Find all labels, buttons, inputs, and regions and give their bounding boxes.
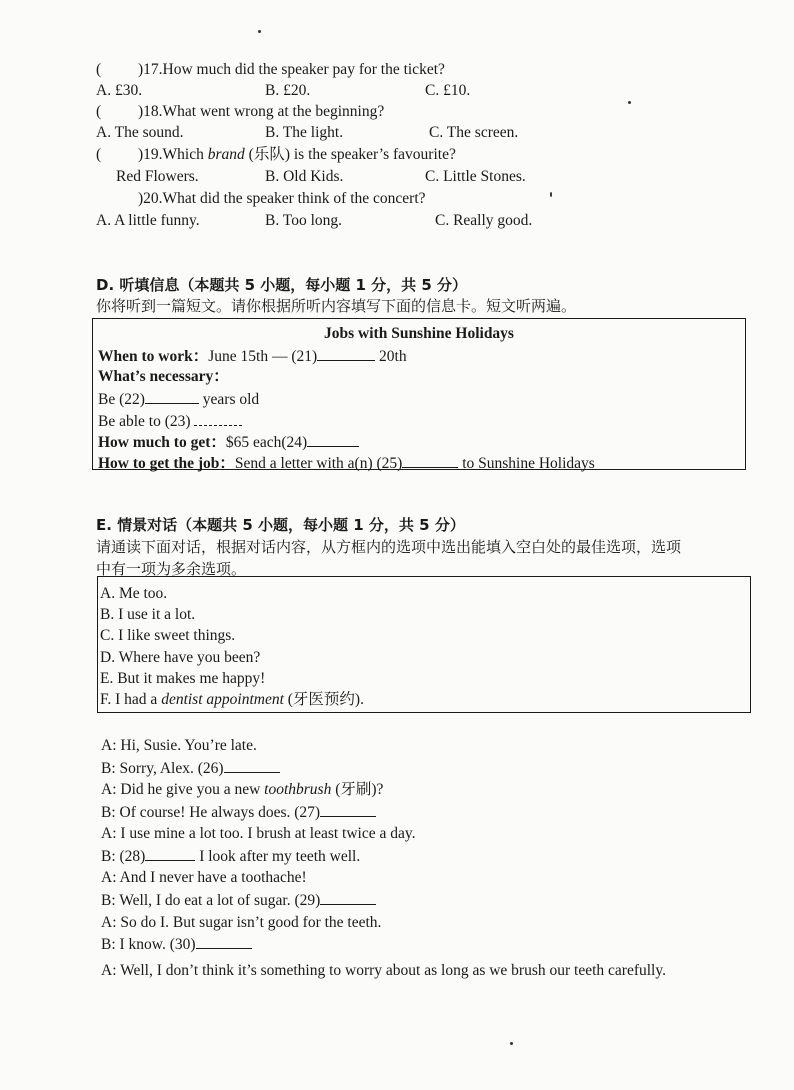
option-c: C. Really good. <box>435 212 533 229</box>
option-c: C. £10. <box>425 82 471 99</box>
how-get-end: to Sunshine Holidays <box>462 455 595 472</box>
scan-dot <box>550 192 552 197</box>
option-item-f <box>100 690 364 710</box>
option-item: B. I use it a lot. <box>100 606 196 623</box>
dialogue-line: A: So do I. But sugar isn’t good for the teeth. <box>101 914 382 931</box>
dialogue-text: B: Sorry, Alex. (26) <box>101 760 224 777</box>
question-stem: )18.What went wrong at the beginning? <box>138 103 385 120</box>
option-a: A. £30. <box>96 82 143 99</box>
option-a: A. The sound. <box>96 124 184 141</box>
blank-28[interactable] <box>145 846 195 861</box>
option-item: C. I like sweet things. <box>100 627 236 644</box>
how-get-row <box>98 453 595 474</box>
option-a: A. A little funny. <box>96 212 200 229</box>
info-card-title: Jobs with Sunshine Holidays <box>324 325 514 342</box>
question-stem-rest: (乐队) is the speaker’s favourite? <box>244 146 456 163</box>
question-stem-em: brand <box>207 146 245 163</box>
when-text: June 15th — (21) <box>208 348 318 365</box>
option-b: B. £20. <box>265 82 311 99</box>
answer-paren[interactable]: ( <box>96 146 102 163</box>
years-old: years old <box>202 391 260 408</box>
question-stem: )19.Which <box>138 146 208 163</box>
how-much-text: $65 each(24) <box>225 434 308 451</box>
dialogue-line <box>101 780 383 800</box>
dialogue-em: toothbrush <box>264 781 332 798</box>
question-17 <box>96 60 445 80</box>
scan-dot <box>510 1042 513 1045</box>
blank-23[interactable] <box>194 411 242 426</box>
dialogue-line: A: Hi, Susie. You’re late. <box>101 737 257 754</box>
how-much-row <box>98 432 359 453</box>
question-18 <box>96 102 384 122</box>
section-d-instruction: 你将听到一篇短文。请你根据所听内容填写下面的信息卡。短文听两遍。 <box>96 297 577 315</box>
question-stem: )17.How much did the speaker pay for the ticket? <box>138 61 445 78</box>
scan-dot <box>628 101 631 104</box>
when-row <box>98 346 407 367</box>
necessary-label: What’s necessary： <box>98 368 229 385</box>
dialogue-line: A: Well, I don’t think it’s something to worry about as long as we brush our teeth carefully. <box>101 962 666 979</box>
when-end: 20th <box>379 348 407 365</box>
question-20 <box>96 189 426 209</box>
blank-27[interactable] <box>320 802 376 817</box>
dialogue-line <box>101 802 376 823</box>
able-row <box>98 411 242 432</box>
dialogue-text: B: (28) <box>101 848 146 865</box>
able-text: Be able to (23) <box>98 413 191 430</box>
blank-29[interactable] <box>320 890 376 905</box>
option-b: B. Too long. <box>265 212 343 229</box>
when-label: When to work： <box>98 348 209 365</box>
dialogue-rest: I look after my teeth well. <box>195 848 361 865</box>
dialogue-text: A: Did he give you a new <box>101 781 265 798</box>
option-c: C. The screen. <box>429 124 519 141</box>
dialogue-line <box>101 890 376 911</box>
blank-24[interactable] <box>307 432 359 447</box>
section-e-instruction-2: 中有一项为多余选项。 <box>96 560 247 578</box>
section-e-heading: E. 情景对话（本题共 5 小题，每小题 1 分，共 5 分） <box>96 516 465 534</box>
scan-dot <box>258 30 261 33</box>
question-19 <box>96 145 456 165</box>
how-get-text: Send a letter with a(n) (25) <box>234 455 403 472</box>
option-item: E. But it makes me happy! <box>100 670 266 687</box>
option-item: D. Where have you been? <box>100 649 261 666</box>
section-e-instruction-1: 请通读下面对话，根据对话内容，从方框内的选项中选出能填入空白处的最佳选项，选项 <box>96 538 682 556</box>
answer-paren[interactable]: ( <box>96 103 102 120</box>
option-c: C. Little Stones. <box>425 168 526 185</box>
be-row <box>98 389 259 410</box>
answer-paren[interactable]: ( <box>96 61 102 78</box>
dialogue-rest: (牙刷)? <box>331 781 384 798</box>
question-stem: )20.What did the speaker think of the concert? <box>138 190 426 207</box>
dialogue-line <box>101 934 252 955</box>
blank-21[interactable] <box>317 346 375 361</box>
option-b: B. The light. <box>265 124 344 141</box>
dialogue-line: A: I use mine a lot too. I brush at least twice a day. <box>101 825 416 842</box>
be-text: Be (22) <box>98 391 145 408</box>
option-item: A. Me too. <box>100 585 168 602</box>
blank-22[interactable] <box>145 389 199 404</box>
how-much-label: How much to get： <box>98 434 226 451</box>
dialogue-line <box>101 758 280 779</box>
section-d-heading: D. 听填信息（本题共 5 小题，每小题 1 分，共 5 分） <box>96 276 468 294</box>
dialogue-text: B: I know. (30) <box>101 936 196 953</box>
dialogue-line <box>101 846 360 867</box>
option-f-post: (牙医预约). <box>283 691 364 708</box>
blank-26[interactable] <box>224 758 280 773</box>
option-a: Red Flowers. <box>116 168 199 185</box>
option-b: B. Old Kids. <box>265 168 344 185</box>
blank-30[interactable] <box>196 934 252 949</box>
blank-25[interactable] <box>402 453 458 468</box>
how-get-label: How to get the job： <box>98 455 235 472</box>
dialogue-line: A: And I never have a toothache! <box>101 869 307 886</box>
dialogue-text: B: Of course! He always does. (27) <box>101 804 321 821</box>
dialogue-text: B: Well, I do eat a lot of sugar. (29) <box>101 892 321 909</box>
option-f-em: dentist appointment <box>161 691 284 708</box>
option-f-pre: F. I had a <box>100 691 162 708</box>
